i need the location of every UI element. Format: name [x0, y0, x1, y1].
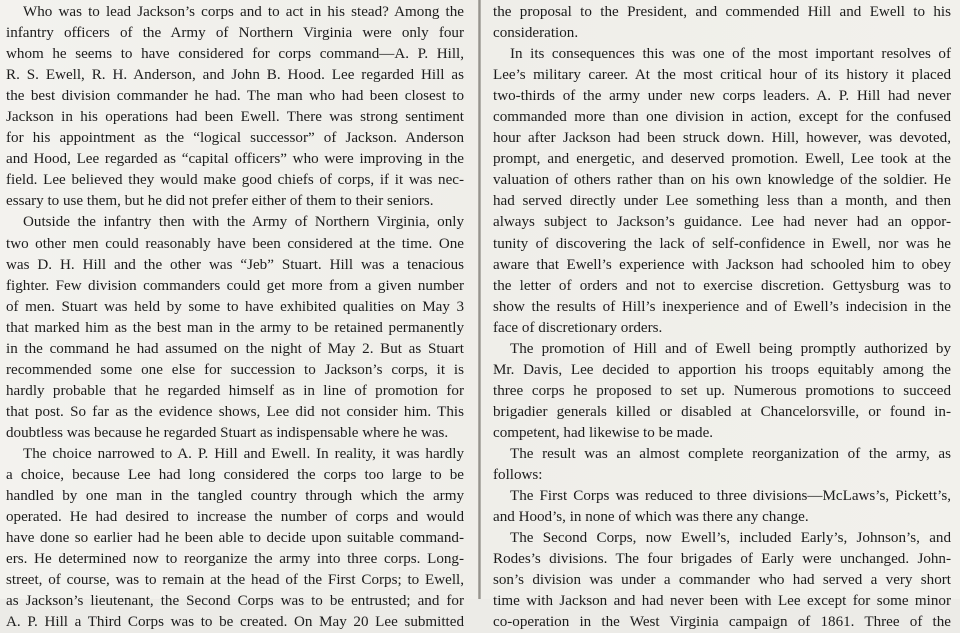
text-line: consideration.	[493, 25, 579, 42]
text-line: commanded more than one division in action, except for the confused	[493, 109, 951, 126]
text-line: as Jackson’s lieutenant, the Second Corps was to be entrusted; and for	[6, 593, 464, 610]
text-line: hour after Jackson had been struck down. Hill, however, was devoted,	[493, 130, 951, 147]
text-line: prompt, and energetic, and deserved promotion. Ewell, Lee took at the	[493, 151, 951, 168]
text-line: had served directly under Lee something less than a month, and then	[493, 193, 951, 210]
text-line: whom he seems to have considered for corps command—A. P. Hill,	[6, 46, 464, 63]
text-line: always subject to Jackson’s guidance. Lee had never had an oppor-	[493, 214, 951, 231]
text-line: The Second Corps, now Ewell’s, included Early’s, Johnson’s, and	[510, 530, 951, 547]
text-line: Lee’s military career. At the most critical hour of its history it placed	[493, 67, 951, 84]
text-line: show the results of Hill’s inexperience and of Ewell’s indecision in the	[493, 298, 951, 315]
text-line: A. P. Hill a Third Corps was to be created. On May 20 Lee submitted	[6, 614, 464, 631]
right-text-column	[493, 2, 951, 633]
text-line: in the command he had assumed on the night of May 2. But as Stuart	[6, 340, 464, 357]
text-line: the letter of orders and not to exercise discretion. Gettysburg was to	[493, 277, 951, 294]
text-line: The First Corps was reduced to three divisions—McLaws’s, Pickett’s,	[510, 488, 951, 505]
text-line: follows:	[493, 467, 543, 484]
text-line: Mr. Davis, Lee decided to apportion his troops equitably among the	[493, 361, 951, 378]
text-line: brigadier generals killed or disabled at Chancelorsville, or found in-	[493, 403, 951, 420]
text-line: In its consequences this was one of the most important resolves of	[510, 46, 951, 63]
text-line: street, of course, was to remain at the head of the First Corps; to Ewell,	[6, 572, 464, 589]
text-line: Jackson in his operations had been Ewell. There was strong sentiment	[6, 109, 464, 126]
text-line: fighter. Few division commanders could get more from a given number	[6, 277, 464, 294]
text-line: two other men could reasonably have been considered at the time. One	[6, 235, 464, 252]
text-line: that post. So far as the evidence shows, Lee did not consider him. This	[6, 403, 464, 420]
text-line: the best division commander he had. The man who had been closest to	[6, 88, 464, 105]
text-line: two-thirds of the army under new corps leaders. A. P. Hill had never	[493, 88, 951, 105]
text-line: operated. He had desired to increase the number of corps and would	[6, 509, 464, 526]
text-line: The result was an almost complete reorganization of the army, as	[510, 445, 951, 462]
text-line: The promotion of Hill and of Ewell being promptly authorized by	[510, 340, 951, 357]
text-line: the proposal to the President, and commended Hill and Ewell to his	[493, 4, 951, 20]
text-line: have done so earlier had he been able to decide upon suitable command-	[6, 530, 464, 547]
text-line: that marked him as the best man in the army to be retained permanently	[6, 319, 464, 336]
text-line: son’s division was under a commander who had served a very short	[493, 572, 951, 589]
text-line: infantry officers of the Army of Northern Virginia were only four	[6, 25, 464, 42]
left-text-column	[6, 2, 464, 633]
text-line: for his appointment as the “logical successor” of Jackson. Anderson	[6, 130, 464, 147]
text-line: co-operation in the West Virginia campaign of 1861. Three of the	[493, 614, 951, 631]
text-line: Outside the infantry then with the Army of Northern Virginia, only	[23, 214, 464, 231]
text-line: time with Jackson and had never been with Lee except for some minor	[493, 593, 951, 610]
text-line: and Hood’s, in none of which was there any change.	[493, 509, 809, 526]
text-line: face of discretionary orders.	[493, 319, 663, 336]
text-line: The choice narrowed to A. P. Hill and Ewell. In reality, it was hardly	[23, 445, 464, 462]
text-line: handled by one man in the tangled country through which the army	[6, 488, 464, 505]
text-line: R. S. Ewell, R. H. Anderson, and John B. Hood. Lee regarded Hill as	[6, 67, 464, 84]
text-line: of men. Stuart was held by some to have exhibited qualities on May 3	[6, 298, 464, 315]
text-line: tunity of discovering the lack of self-confidence in Ewell, nor was he	[493, 235, 951, 252]
text-line: essary to use them, but he did not prefer either of them to their seniors.	[6, 193, 434, 210]
text-line: competent, had likewise to be made.	[493, 424, 714, 441]
page-gutter-divider	[478, 0, 481, 599]
text-line: a choice, because Lee had long considered the corps too large to be	[6, 467, 464, 484]
text-line: field. Lee believed they would make good chiefs of corps, if it was nec-	[6, 172, 464, 189]
text-line: Who was to lead Jackson’s corps and to act in his stead? Among the	[23, 4, 464, 20]
text-line: doubtless was because he regarded Stuart as indispensable where he was.	[6, 424, 449, 441]
text-line: three corps he proposed to set up. Numerous promotions to succeed	[493, 382, 951, 399]
text-line: was D. H. Hill and the other was “Jeb” Stuart. Hill was a tenacious	[6, 256, 464, 273]
text-line: Rodes’s divisions. The four brigades of Early were unchanged. John-	[493, 551, 951, 568]
text-line: and Hood, Lee regarded as “capital officers” who were improving in the	[6, 151, 464, 168]
text-line: valuation of others rather than on his own knowledge of the soldier. He	[493, 172, 951, 189]
text-line: ers. He determined now to reorganize the army into three corps. Long-	[6, 551, 464, 568]
text-line: recommended some one else for succession to Jackson’s corps, it is	[6, 361, 464, 378]
text-line: hardly probable that he regarded himself as in line of promotion for	[6, 382, 464, 399]
text-line: aware that Ewell’s experience with Jackson had schooled him to obey	[493, 256, 951, 273]
